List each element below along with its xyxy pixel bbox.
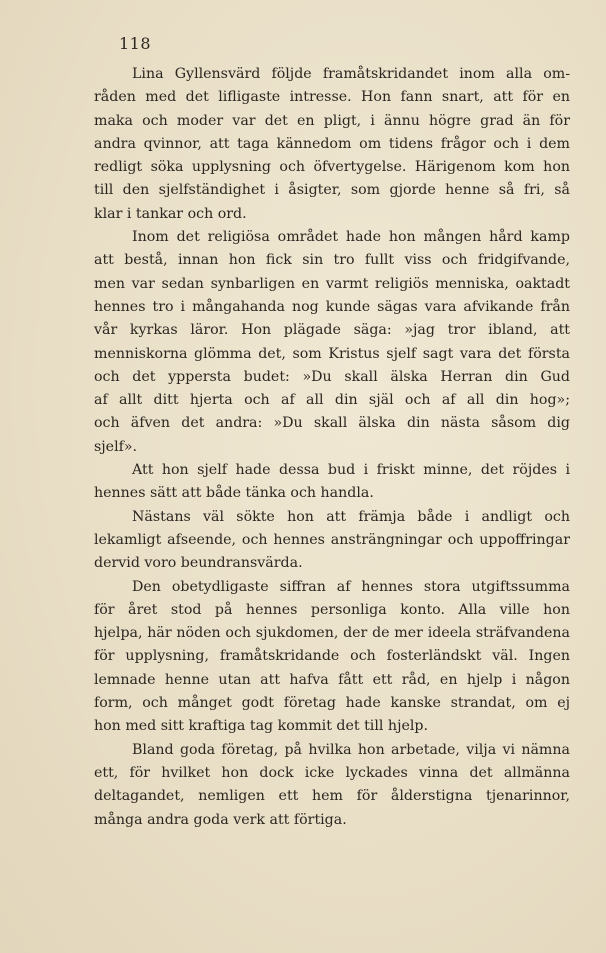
text-line: många andra goda verk att förtiga. xyxy=(94,811,347,828)
text-line: ett, för hvilket hon dock icke lyckades vinna det allmänna xyxy=(94,764,570,781)
text-line: Att hon sjelf hade dessa bud i friskt minne, det röjdes i xyxy=(132,462,570,479)
text-line: hennes tro i mångahanda nog kunde sägas vara afvikande från xyxy=(94,298,570,315)
text-line: lemnade henne utan att hafva fått ett råd, en hjelp i någon xyxy=(94,671,570,688)
text-line: att bestå, innan hon fick sin tro fullt viss och fridgifvande, xyxy=(94,252,570,269)
text-line: och det yppersta budet: »Du skall älska Herran din Gud xyxy=(94,368,570,385)
text-line: till den sjelfständighet i åsigter, som gjorde henne så fri, så xyxy=(94,182,570,199)
text-line: för upplysning, framåtskridande och fosterländskt väl. Ingen xyxy=(94,648,570,665)
text-line: form, och månget godt företag hade kanske strandat, om ej xyxy=(94,695,570,712)
text-line: vår kyrkas läror. Hon plägade säga: »jag tror ibland, att xyxy=(94,322,570,339)
text-line: andra qvinnor, att taga kännedom om tidens frågor och i dem xyxy=(94,135,570,152)
text-line: lekamligt afseende, och hennes ansträngningar och uppoffringar xyxy=(94,531,570,548)
text-line: råden med det lifligaste intresse. Hon fann snart, att för en xyxy=(94,89,570,106)
text-line: deltagandet, nemligen ett hem för ålderstigna tjenarinnor, xyxy=(94,788,570,805)
text-line: men var sedan synbarligen en varmt religiös menniska, oaktadt xyxy=(94,275,570,292)
page-number: 118 xyxy=(119,34,152,53)
text-line: Inom det religiösa området hade hon mången hård kamp xyxy=(132,229,570,246)
text-line: dervid voro beundransvärda. xyxy=(94,555,303,572)
text-line: hennes sätt att både tänka och handla. xyxy=(94,485,374,502)
text-line: Nästans väl sökte hon att främja både i andligt och xyxy=(132,508,570,525)
text-line: Lina Gyllensvärd följde framåtskridandet inom alla om- xyxy=(132,66,570,82)
text-line: sjelf». xyxy=(94,438,138,455)
text-line: Den obetydligaste siffran af hennes stora utgiftssumma xyxy=(132,578,570,595)
text-line: klar i tankar och ord. xyxy=(94,205,247,222)
text-line: menniskorna glömma det, som Kristus sjelf sagt vara det första xyxy=(94,345,570,362)
text-line: af allt ditt hjerta och af all din själ och af all din hog»; xyxy=(94,392,570,409)
text-line: maka och moder var det en pligt, i ännu högre grad än för xyxy=(94,112,570,129)
text-line: och äfven det andra: »Du skall älska din nästa såsom dig xyxy=(94,415,570,432)
text-line: redligt söka upplysning och öfvertygelse. Härigenom kom hon xyxy=(94,159,570,176)
text-line: Bland goda företag, på hvilka hon arbetade, vilja vi nämna xyxy=(132,741,570,758)
text-line: för året stod på hennes personliga konto. Alla ville hon xyxy=(94,601,570,618)
text-line: hjelpa, här nöden och sjukdomen, der de mer ideela sträfvandena xyxy=(94,625,570,642)
body-text xyxy=(94,63,570,832)
text-line: hon med sitt kraftiga tag kommit det till hjelp. xyxy=(94,718,428,735)
